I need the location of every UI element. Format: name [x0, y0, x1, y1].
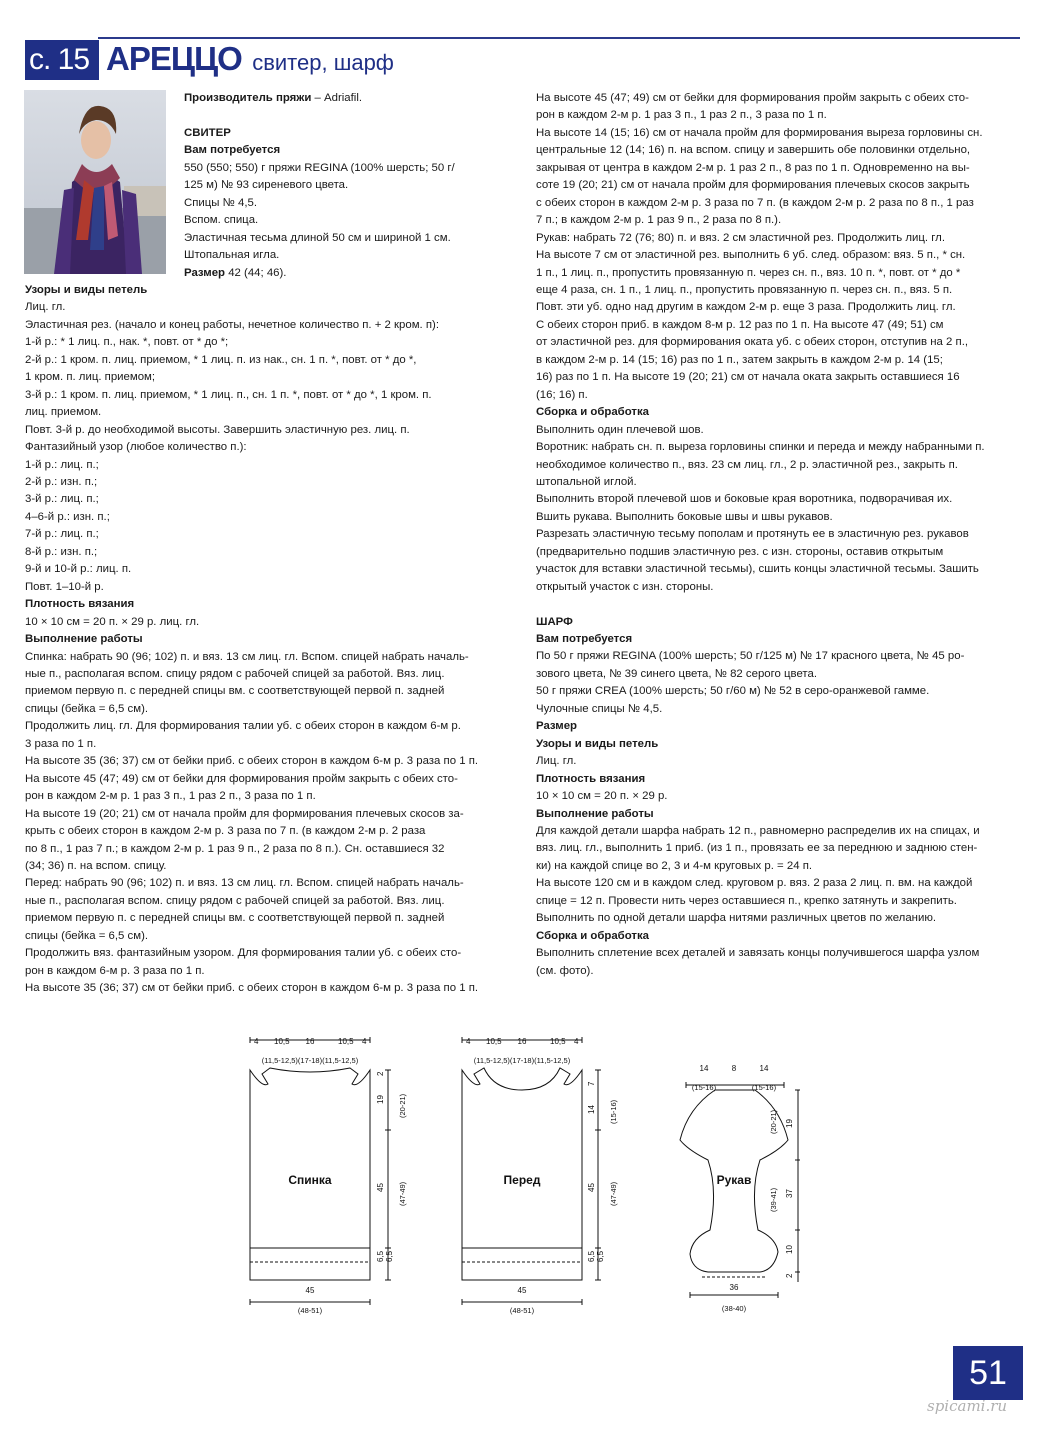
intro-line: Производитель пряжи – Adriafil. — [184, 92, 363, 104]
text-line: Разрезать эластичную тесьму пополам и протянуть ее в эластичную рез. рукавов — [536, 528, 969, 541]
dim-label: 19 — [376, 1095, 385, 1104]
dim-label: 10,5 — [550, 1037, 566, 1046]
dim-label: 6,5 — [596, 1250, 605, 1262]
pattern-diagrams — [240, 1030, 800, 1320]
text-line: 10 × 10 см = 20 п. × 29 р. — [536, 790, 668, 803]
text-line: еще 4 раза, сн. 1 п., 1 лиц. п., пропустить провязанную п. через сн. п., вяз. 5 п. — [536, 283, 953, 296]
dim-label: 6,5 — [376, 1250, 385, 1262]
section-heading: ШАРФ — [536, 615, 573, 628]
dim-label: 10,5 — [486, 1037, 502, 1046]
section-heading: Плотность вязания — [536, 772, 646, 785]
model-photo — [24, 90, 166, 274]
text-line: Воротник: набрать сн. п. выреза горловины спинки и переда и между набранными п. — [536, 441, 985, 454]
section-heading: Узоры и виды петель — [25, 284, 148, 296]
back-label: Спинка — [288, 1173, 332, 1187]
text-line: ные п., располагая вспом. спицу рядом с рабочей спицей за работой. Вяз. лиц. — [25, 894, 445, 907]
text-line: 1-й р.: * 1 лиц. п., нак. *, повт. от * до *; — [25, 336, 229, 349]
dim-label: 6,5 — [385, 1250, 394, 1262]
text-line: ки) на каждой спице во 2, 3 и 4-м круговых р. = 24 п. — [536, 859, 813, 872]
dim-label: 14 — [699, 1064, 709, 1073]
text-line: участок для вставки эластичной тесьмы), сшить концы эластичной тесьмы. Зашить — [536, 563, 979, 576]
sleeve-label: Рукав — [716, 1173, 752, 1187]
dim-label: (20-21) — [398, 1093, 407, 1118]
text-line: На высоте 14 (15; 16) см от начала пройм для формирования выреза горловины сн. — [536, 126, 983, 139]
page-reference-badge — [25, 40, 99, 80]
text-line: 9-й и 10-й р.: лиц. п. — [25, 563, 132, 576]
text-line: Для каждой детали шарфа набрать 12 п., равномерно распределив их на спицах, и — [536, 825, 980, 838]
text-line: На высоте 45 (47; 49) см от бейки для формирования пройм закрыть с обеих сто- — [25, 772, 458, 785]
text-line: (16; 16) п. — [536, 388, 588, 401]
dim-label: 45 — [587, 1183, 596, 1192]
sleeve-pattern-shape — [680, 1082, 800, 1298]
text-gap — [536, 596, 985, 613]
text-line: приемом первую п. с передней спицы вм. с соответствующей первой п. задней — [25, 912, 445, 925]
page-number: 51 — [953, 1346, 1023, 1400]
text-line: в каждом 2-м р. 14 (15; 16) раз по 1 п., затем закрыть в каждом 2-м р. 14 (15; — [536, 353, 943, 366]
section-heading: Вам потребуется — [536, 633, 633, 646]
text-line: спице = 12 п. Провести нить через оставшиеся п., крепко затянуть и закрепить. — [536, 894, 957, 907]
dim-label: 10,5 — [338, 1037, 354, 1046]
text-line: Продолжить лиц. гл. Для формирования талии уб. с обеих сторон в каждом 6-м р. — [25, 720, 461, 733]
text-line: 1 кром. п. лиц. приемом; — [25, 371, 156, 384]
yarn-intro — [184, 90, 455, 282]
dim-label: 45 — [376, 1183, 385, 1192]
text-line: На высоте 35 (36; 37) см от бейки приб. с обеих сторон в каждом 6-м р. 3 раза по 1 п. — [25, 755, 479, 768]
dim-label: (48-51) — [509, 1306, 535, 1315]
text-line: зового цвета, № 39 синего цвета, № 82 серого цвета. — [536, 667, 818, 680]
text-line: Фантазийный узор (любое количество п.): — [25, 441, 247, 454]
text-line: Чулочные спицы № 4,5. — [536, 702, 663, 715]
intro-line: Размер 42 (44; 46). — [184, 266, 287, 279]
dim-label: 4 — [574, 1037, 579, 1046]
text-line: штопальной иглой. — [536, 475, 637, 488]
text-line: вяз. лиц. гл., выполнить 1 приб. (из 1 п., провязать ее за переднюю и заднюю стен- — [536, 842, 978, 855]
text-line: 3-й р.: лиц. п.; — [25, 493, 99, 506]
text-line: с обеих сторон в каждом 2-м р. 3 раза по 7 п. (в каждом 2-м р. 2 раза по 8 п., 1 раз — [536, 196, 974, 209]
dim-label: (11,5-12,5)(17-18)(11,5-12,5) — [261, 1056, 359, 1065]
text-line: по 8 п., 1 раз 7 п.; в каждом 2-м р. 1 раз 9 п., 2 раза по 8 п.). Сн. оставшиеся 32 — [25, 842, 445, 855]
intro-line: Штопальная игла. — [184, 249, 280, 262]
dim-label: 4 — [466, 1037, 471, 1046]
text-line: спицы (бейка = 6,5 см). — [25, 929, 149, 942]
text-line: На высоте 45 (47; 49) см от бейки для формирования пройм закрыть с обеих сто- — [536, 92, 969, 104]
dim-label: 36 — [729, 1283, 739, 1292]
article-title — [106, 40, 394, 78]
text-line: (34; 36) п. на вспом. спицу. — [25, 859, 167, 872]
text-line: С обеих сторон приб. в каждом 8-м р. 12 раз по 1 п. На высоте 47 (49; 51) см — [536, 318, 944, 331]
title-subtitle: свитер, шарф — [252, 50, 394, 75]
dim-label: 16 — [305, 1037, 315, 1046]
text-line: Перед: набрать 90 (96; 102) п. и вяз. 13 см лиц. гл. Вспом. спицей набрать началь- — [25, 877, 464, 890]
text-line: Вшить рукава. Выполнить боковые швы и швы рукавов. — [536, 510, 833, 523]
text-line: 16) раз по 1 п. На высоте 19 (20; 21) см от начала оката закрыть оставшиеся 16 — [536, 371, 960, 384]
text-line: Лиц. гл. — [536, 755, 577, 768]
text-line: 10 × 10 см = 20 п. × 29 р. лиц. гл. — [25, 615, 200, 628]
text-line: рон в каждом 2-м р. 1 раз 3 п., 1 раз 2 п., 3 раза по 1 п. — [25, 790, 316, 803]
dim-label: 6,5 — [587, 1250, 596, 1262]
back-pattern-shape — [250, 1037, 391, 1305]
text-line: На высоте 7 см от эластичной рез. выполнить 6 уб. след. образом: вяз. 5 п., * сн. — [536, 249, 966, 262]
intro-line: 550 (550; 550) г пряжи REGINA (100% шерсть; 50 г/ — [184, 161, 455, 174]
section-heading: Сборка и обработка — [536, 929, 650, 942]
text-line: открытый участок с изн. стороны. — [536, 580, 714, 593]
text-line: необходимое количество п., вяз. 23 см лиц. гл., 2 р. эластичной рез., закрыть п. — [536, 458, 958, 471]
dim-label: (48-51) — [297, 1306, 323, 1315]
intro-gap — [184, 107, 455, 124]
text-line: 1 п., 1 лиц. п., пропустить провязанную п. через сн. п., вяз. 10 п. *, повт. от * до * — [536, 266, 961, 279]
front-pattern-shape — [462, 1037, 601, 1305]
dim-label: (39-41) — [769, 1187, 778, 1212]
text-line: 7-й р.: лиц. п.; — [25, 528, 99, 541]
text-line: На высоте 19 (20; 21) см от начала пройм для формирования плечевых скосов за- — [25, 807, 464, 820]
text-line: Лиц. гл. — [25, 301, 66, 314]
left-text-column — [25, 282, 478, 998]
dim-label: 10,5 — [274, 1037, 290, 1046]
section-heading: Сборка и обработка — [536, 406, 650, 419]
text-line: от эластичной рез. для формирования оката уб. с обеих сторон, отступив на 2 п., — [536, 336, 969, 349]
section-heading: Размер — [536, 720, 578, 733]
text-line: (предварительно подшив эластичную рез. с изн. стороны, оставив открытым — [536, 545, 944, 558]
intro-line: Вспом. спица. — [184, 214, 259, 227]
dim-label: 2 — [376, 1071, 385, 1076]
text-line: ные п., располагая вспом. спицу рядом с рабочей спицей за работой. Вяз. лиц. — [25, 667, 445, 680]
dim-label: (15-16) — [609, 1099, 618, 1124]
dim-label: 4 — [254, 1037, 259, 1046]
text-line: 8-й р.: изн. п.; — [25, 545, 98, 558]
intro-line: 125 м) № 93 сиреневого цвета. — [184, 179, 349, 192]
text-line: Повт. 3-й р. до необходимой высоты. Завершить эластичную рез. лиц. п. — [25, 423, 410, 436]
title-main: АРЕЦЦО — [106, 40, 242, 77]
right-text-column — [536, 90, 985, 980]
text-line: Повт. эти уб. одно над другим в каждом 2-м р. еще 3 раза. Продолжить лиц. гл. — [536, 301, 956, 314]
dim-label: 8 — [731, 1064, 737, 1073]
watermark: spicami.ru — [927, 1397, 1008, 1415]
text-line: спицы (бейка = 6,5 см). — [25, 702, 149, 715]
dim-label: (15-16) — [691, 1083, 717, 1092]
text-line: лиц. приемом. — [25, 406, 102, 419]
text-line: Выполнить один плечевой шов. — [536, 423, 704, 436]
text-line: По 50 г пряжи REGINA (100% шерсть; 50 г/125 м) № 17 красного цвета, № 45 ро- — [536, 650, 965, 663]
text-line: 2-й р.: изн. п.; — [25, 475, 98, 488]
text-line: 4–6-й р.: изн. п.; — [25, 510, 110, 523]
text-line: соте 19 (20; 21) см от начала пройм для формирования плечевых скосов закрыть — [536, 179, 970, 192]
section-heading: Выполнение работы — [536, 807, 654, 820]
text-line: Спинка: набрать 90 (96; 102) п. и вяз. 13 см лиц. гл. Вспом. спицей набрать началь- — [25, 650, 469, 663]
text-line: Продолжить вяз. фантазийным узором. Для формирования талии уб. с обеих сто- — [25, 947, 462, 960]
dim-label: 45 — [305, 1286, 315, 1295]
text-line: 2-й р.: 1 кром. п. лиц. приемом, * 1 лиц. п. из нак., сн. 1 п. *, повт. от * до *, — [25, 353, 417, 366]
text-line: 50 г пряжи CREA (100% шерсть; 50 г/60 м) № 52 в серо-оранжевой гамме. — [536, 685, 930, 698]
dim-label: 7 — [587, 1081, 596, 1086]
section-heading: Плотность вязания — [25, 598, 135, 611]
dim-label: 16 — [517, 1037, 527, 1046]
text-line: центральные 12 (14; 16) п. на вспом. спицу и завершить обе половинки отдельно, — [536, 144, 971, 157]
text-line: крыть с обеих сторон в каждом 2-м р. 3 раза по 7 п. (в каждом 2-м р. 2 раза — [25, 825, 426, 838]
intro-line: СВИТЕР — [184, 126, 231, 139]
text-line: На высоте 35 (36; 37) см от бейки приб. с обеих сторон в каждом 6-м р. 3 раза по 1 п. — [25, 982, 479, 995]
text-line: Рукав: набрать 72 (76; 80) п. и вяз. 2 см эластичной рез. Продолжить лиц. гл. — [536, 231, 945, 244]
dim-label: 19 — [785, 1119, 794, 1128]
section-heading: Выполнение работы — [25, 633, 143, 646]
text-line: Повт. 1–10-й р. — [25, 580, 104, 593]
dim-label: 45 — [517, 1286, 527, 1295]
front-label: Перед — [503, 1173, 541, 1187]
dim-label: 2 — [785, 1273, 794, 1278]
text-line: рон в каждом 2-м р. 1 раз 3 п., 1 раз 2 п., 3 раза по 1 п. — [536, 109, 827, 122]
section-heading: Узоры и виды петель — [536, 737, 659, 750]
dim-label: 14 — [759, 1064, 769, 1073]
page-reference: с. 15 — [29, 43, 90, 76]
intro-line: Вам потребуется — [184, 144, 281, 157]
text-line: (см. фото). — [536, 964, 594, 977]
dim-label: (47-49) — [398, 1181, 407, 1206]
dim-label: 37 — [785, 1189, 794, 1198]
text-line: 1-й р.: лиц. п.; — [25, 458, 99, 471]
dim-label: (38-40) — [721, 1304, 747, 1313]
text-line: 7 п.; в каждом 2-м р. 1 раз 9 п., 2 раза по 8 п.). — [536, 214, 782, 227]
dim-label: 14 — [587, 1105, 596, 1114]
text-line: 3 раза по 1 п. — [25, 737, 97, 750]
text-line: На высоте 120 см и в каждом след. круговом р. вяз. 2 раза 2 лиц. п. вм. на каждой — [536, 877, 973, 890]
text-line: Выполнить сплетение всех деталей и завязать концы получившегося шарфа узлом — [536, 947, 980, 960]
dim-label: (11,5-12,5)(17-18)(11,5-12,5) — [473, 1056, 571, 1065]
text-line: рон в каждом 6-м р. 3 раза по 1 п. — [25, 964, 205, 977]
dim-label: (47-49) — [609, 1181, 618, 1206]
dim-label: 4 — [362, 1037, 367, 1046]
dim-label: (20-21) — [769, 1109, 778, 1134]
text-line: Выполнить по одной детали шарфа нитями различных цветов по желанию. — [536, 912, 937, 925]
text-line: Выполнить второй плечевой шов и боковые края воротника, подворачивая их. — [536, 493, 953, 506]
text-line: Эластичная рез. (начало и конец работы, нечетное количество п. + 2 кром. п): — [25, 318, 439, 331]
header-rule — [98, 37, 1020, 39]
text-line: приемом первую п. с передней спицы вм. с соответствующей первой п. задней — [25, 685, 445, 698]
dim-label: 10 — [785, 1245, 794, 1254]
intro-line: Спицы № 4,5. — [184, 196, 258, 209]
dim-label: (15-16) — [751, 1083, 777, 1092]
intro-line: Эластичная тесьма длиной 50 см и шириной 1 см. — [184, 231, 451, 244]
text-line: закрывая от центра в каждом 2-м р. 1 раз 2 п., 8 раз по 1 п. Одновременно на вы- — [536, 161, 970, 174]
text-line: 3-й р.: 1 кром. п. лиц. приемом, * 1 лиц. п., сн. 1 п. *, повт. от * до *, 1 кром. п. — [25, 388, 432, 401]
